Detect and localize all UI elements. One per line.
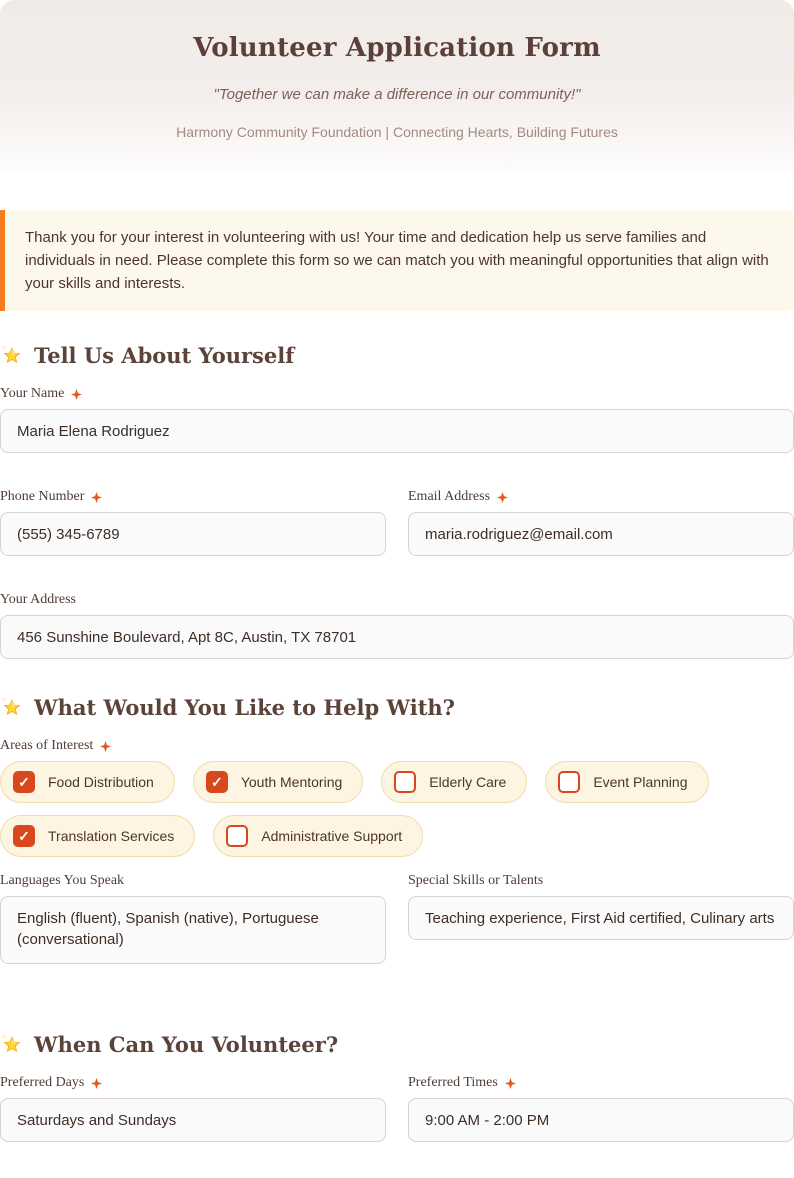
interest-option-label: Administrative Support <box>261 828 403 844</box>
interest-option-label: Translation Services <box>48 828 175 844</box>
preferred-times-label <box>408 1075 794 1091</box>
email-address-input[interactable] <box>408 512 794 556</box>
field-languages <box>0 873 386 964</box>
check-icon: ✓ <box>210 773 223 790</box>
field-your-address <box>0 592 794 659</box>
header-quote: "Together we can make a difference in our community!" <box>213 86 581 103</box>
languages-label <box>0 873 386 889</box>
field-preferred-days <box>0 1075 386 1142</box>
field-your-name <box>0 386 794 453</box>
required-star-icon <box>100 741 111 752</box>
label-text: Your Address <box>0 592 76 607</box>
checkbox-checked-icon <box>206 771 228 793</box>
interest-option-event-planning[interactable] <box>545 761 708 803</box>
label-text: Special Skills or Talents <box>408 873 544 888</box>
interest-option-administrative-support[interactable] <box>213 815 423 857</box>
required-star-icon <box>91 1078 102 1089</box>
phone-number-label <box>0 489 386 505</box>
checkbox-checked-icon <box>13 771 35 793</box>
phone-number-input[interactable] <box>0 512 386 556</box>
label-text: Preferred Times <box>408 1075 498 1090</box>
interest-option-label: Elderly Care <box>429 774 507 790</box>
interest-option-label: Food Distribution <box>48 774 154 790</box>
email-address-label <box>408 489 794 505</box>
label-text: Email Address <box>408 489 491 504</box>
preferred-times-input[interactable] <box>408 1098 794 1142</box>
section-heading-label: Tell Us About Yourself <box>34 343 295 368</box>
section-heading-help-with <box>0 695 794 720</box>
check-icon: ✓ <box>18 827 30 844</box>
special-skills-input[interactable] <box>408 896 794 940</box>
preferred-days-label <box>0 1075 386 1091</box>
your-address-input[interactable] <box>0 615 794 659</box>
interest-option-translation-services[interactable] <box>0 815 195 857</box>
your-name-input[interactable] <box>0 409 794 453</box>
glowing-star-icon <box>0 1033 23 1056</box>
checkbox-unchecked-icon <box>558 771 580 793</box>
your-name-label <box>0 386 794 402</box>
field-phone-number <box>0 489 386 556</box>
glowing-star-icon <box>0 696 23 719</box>
label-text: Your Name <box>0 386 65 401</box>
areas-of-interest-options <box>0 761 794 857</box>
page-title: Volunteer Application Form <box>193 33 601 63</box>
interest-option-label: Event Planning <box>593 774 688 790</box>
label-text: Languages You Speak <box>0 873 125 888</box>
required-star-icon <box>71 389 82 400</box>
form-header <box>0 0 794 170</box>
required-star-icon <box>497 492 508 503</box>
section-heading-availability <box>0 1032 794 1057</box>
intro-text: Thank you for your interest in volunteering with us! Your time and dedication help us serve families and individuals in need. Please complete this form so we can match you with meaningful opportunities that align with your skills and interests. <box>25 229 769 292</box>
required-star-icon <box>505 1078 516 1089</box>
checkbox-checked-icon <box>13 825 35 847</box>
check-icon: ✓ <box>18 773 30 790</box>
interest-option-label: Youth Mentoring <box>240 774 343 790</box>
required-star-icon <box>91 492 102 503</box>
preferred-days-input[interactable] <box>0 1098 386 1142</box>
header-tagline: Harmony Community Foundation | Connecting Hearts, Building Futures <box>176 124 618 140</box>
section-heading-about-yourself <box>0 343 794 368</box>
section-heading-label: What Would You Like to Help With? <box>34 695 455 720</box>
your-address-label <box>0 592 794 608</box>
interest-option-elderly-care[interactable] <box>381 761 527 803</box>
areas-of-interest-label <box>0 738 794 754</box>
special-skills-label <box>408 873 794 889</box>
field-email-address <box>408 489 794 556</box>
interest-option-youth-mentoring[interactable] <box>193 761 363 803</box>
label-text: Preferred Days <box>0 1075 85 1090</box>
label-text: Areas of Interest <box>0 738 94 753</box>
label-text: Phone Number <box>0 489 85 504</box>
checkbox-unchecked-icon <box>226 825 248 847</box>
field-preferred-times <box>408 1075 794 1142</box>
glowing-star-icon <box>0 344 23 367</box>
intro-notice <box>0 210 794 311</box>
checkbox-unchecked-icon <box>394 771 416 793</box>
field-special-skills <box>408 873 794 940</box>
languages-input[interactable] <box>0 896 386 964</box>
section-heading-label: When Can You Volunteer? <box>34 1032 339 1057</box>
interest-option-food-distribution[interactable] <box>0 761 175 803</box>
